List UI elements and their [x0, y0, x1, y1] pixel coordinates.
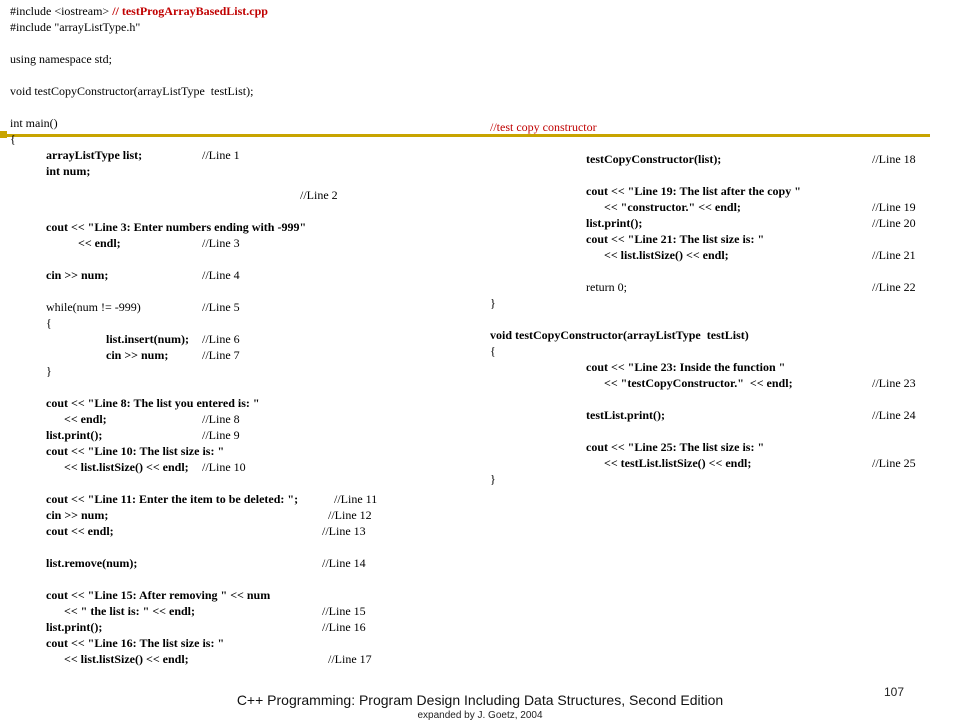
comment-line-11: //Line 11 — [334, 492, 378, 506]
comment-line-25: //Line 25 — [872, 456, 916, 470]
brace-open-function: { — [490, 344, 496, 358]
code-line-7: cin >> num; — [106, 348, 169, 362]
comment-line-20: //Line 20 — [872, 216, 916, 230]
include-arraylist: #include "arrayListType.h" — [10, 20, 141, 34]
code-line-23b: << "testCopyConstructor." << endl; — [604, 376, 793, 390]
code-line-11: cout << "Line 11: Enter the item to be deleted: "; — [46, 492, 299, 506]
code-line-15a: cout << "Line 15: After removing " << num — [46, 588, 271, 602]
code-line-16: list.print(); — [46, 620, 103, 634]
comment-line-4: //Line 4 — [202, 268, 240, 282]
footer-subtitle: expanded by J. Goetz, 2004 — [417, 710, 543, 721]
code-line-10a: cout << "Line 10: The list size is: " — [46, 444, 225, 458]
comment-line-12: //Line 12 — [328, 508, 372, 522]
code-line-24: testList.print(); — [586, 408, 665, 422]
footer-title: C++ Programming: Program Design Including Data Structures, Second Edition — [236, 692, 724, 708]
code-line-num: int num; — [46, 164, 91, 178]
copy-constructor-comment: //test copy constructor — [490, 120, 597, 134]
comment-line-3: //Line 3 — [202, 236, 240, 250]
code-line-23a: cout << "Line 23: Inside the function " — [586, 360, 786, 374]
code-text: #include <iostream> — [10, 4, 110, 18]
code-line-6: list.insert(num); — [106, 332, 189, 346]
comment-line-9: //Line 9 — [202, 428, 240, 442]
accent-divider — [0, 134, 930, 137]
comment-line-19: //Line 19 — [872, 200, 916, 214]
using-namespace: using namespace std; — [10, 52, 112, 66]
comment-line-24: //Line 24 — [872, 408, 916, 422]
code-line-10b: << list.listSize() << endl; — [64, 460, 189, 474]
code-line-17: << list.listSize() << endl; — [64, 652, 189, 666]
comment-line-21: //Line 21 — [872, 248, 916, 262]
code-line-14: list.remove(num); — [46, 556, 138, 570]
comment-line-13: //Line 13 — [322, 524, 366, 538]
code-line-4: cin >> num; — [46, 268, 109, 282]
code-line-15b: << " the list is: " << endl; — [64, 604, 196, 618]
code-line-20: list.print(); — [586, 216, 643, 230]
code-line-9: list.print(); — [46, 428, 103, 442]
code-line-25a: cout << "Line 25: The list size is: " — [586, 440, 765, 454]
function-prototype: void testCopyConstructor(arrayListType testList); — [10, 84, 254, 98]
comment-line-16: //Line 16 — [322, 620, 366, 634]
code-line-3a: cout << "Line 3: Enter numbers ending with -999" — [46, 220, 307, 234]
include-iostream — [10, 4, 268, 19]
brace-close-function: } — [490, 472, 496, 486]
comment-line-23: //Line 23 — [872, 376, 916, 390]
brace-close-while: } — [46, 364, 52, 378]
code-line-21b: << list.listSize() << endl; — [604, 248, 729, 262]
comment-line-22: //Line 22 — [872, 280, 916, 294]
comment-line-14: //Line 14 — [322, 556, 366, 570]
comment-line-7: //Line 7 — [202, 348, 240, 362]
brace-open-main: { — [10, 132, 16, 146]
code-line-19a: cout << "Line 19: The list after the copy " — [586, 184, 801, 198]
code-line-8b: << endl; — [64, 412, 107, 426]
code-line-5: while(num != -999) — [46, 300, 141, 314]
brace-close-main: } — [490, 296, 496, 310]
code-line-12: cin >> num; — [46, 508, 109, 522]
code-line-3b: << endl; — [78, 236, 121, 250]
comment-line-6: //Line 6 — [202, 332, 240, 346]
code-line-19b: << "constructor." << endl; — [604, 200, 741, 214]
file-comment: // testProgArrayBasedList.cpp — [112, 4, 268, 18]
accent-divider-dot — [0, 131, 7, 138]
code-line-16b: cout << "Line 16: The list size is: " — [46, 636, 225, 650]
comment-line-5: //Line 5 — [202, 300, 240, 314]
code-line-25b: << testList.listSize() << endl; — [604, 456, 752, 470]
code-line-1: arrayListType list; — [46, 148, 143, 162]
comment-line-2: //Line 2 — [300, 188, 338, 202]
code-line-13: cout << endl; — [46, 524, 114, 538]
comment-line-15: //Line 15 — [322, 604, 366, 618]
main-signature: int main() — [10, 116, 58, 130]
page-number: 107 — [884, 685, 905, 699]
comment-line-18: //Line 18 — [872, 152, 916, 166]
comment-line-1: //Line 1 — [202, 148, 240, 162]
comment-line-17: //Line 17 — [328, 652, 372, 666]
comment-line-10: //Line 10 — [202, 460, 246, 474]
code-line-18: testCopyConstructor(list); — [586, 152, 722, 166]
comment-line-8: //Line 8 — [202, 412, 240, 426]
brace-open-while: { — [46, 316, 52, 330]
code-line-22: return 0; — [586, 280, 627, 294]
function-signature: void testCopyConstructor(arrayListType testList) — [490, 328, 749, 342]
code-line-21a: cout << "Line 21: The list size is: " — [586, 232, 765, 246]
code-line-8a: cout << "Line 8: The list you entered is: " — [46, 396, 260, 410]
